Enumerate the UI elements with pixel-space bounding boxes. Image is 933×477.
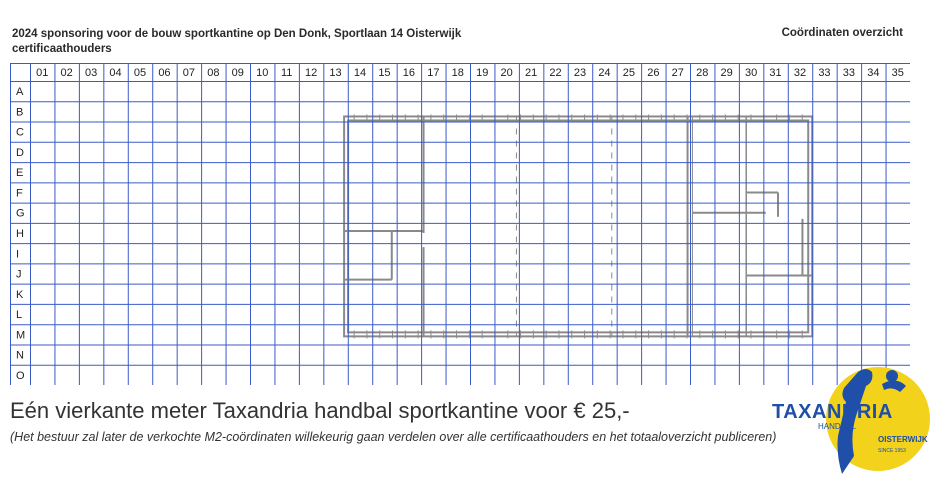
- row-label: O: [16, 369, 25, 382]
- page-title: 2024 sponsoring voor de bouw sportkantine op Den Donk, Sportlaan 14 Oisterwijk: [12, 28, 462, 40]
- column-label: 09: [231, 67, 244, 79]
- row-label: N: [16, 349, 24, 362]
- column-label: 28: [696, 67, 709, 79]
- coordinates-overview-title: Coördinaten overzicht: [781, 27, 903, 39]
- row-label: F: [16, 187, 23, 200]
- row-label: A: [16, 86, 24, 99]
- column-label: 26: [647, 67, 660, 79]
- column-label: 17: [427, 67, 440, 79]
- logo-line2: OISTERWIJK: [878, 435, 928, 444]
- row-label: M: [16, 329, 26, 342]
- column-label: 33: [818, 67, 831, 79]
- column-label: 01: [36, 67, 49, 79]
- row-label: H: [16, 228, 24, 240]
- row-label: C: [16, 126, 24, 139]
- column-label: 34: [867, 67, 880, 79]
- grid-labels: [16, 67, 904, 382]
- logo-since: SINCE 1953: [878, 448, 906, 454]
- column-label: 25: [622, 67, 636, 79]
- column-label: 33: [842, 67, 856, 79]
- column-label: 07: [182, 67, 196, 79]
- coordinate-grid: [10, 63, 910, 385]
- column-label: 15: [378, 67, 391, 79]
- row-label: G: [16, 207, 25, 220]
- column-label: 27: [671, 67, 684, 79]
- column-label: 30: [744, 67, 758, 79]
- column-label: 14: [353, 67, 367, 79]
- column-label: 18: [451, 67, 464, 79]
- logo-line1: HANDBAL: [818, 422, 856, 431]
- column-label: 24: [598, 67, 611, 79]
- column-label: 02: [60, 67, 73, 79]
- column-label: 12: [304, 67, 318, 79]
- row-label: E: [16, 167, 24, 180]
- column-label: 22: [549, 67, 562, 79]
- row-label: J: [16, 268, 22, 281]
- row-label: D: [16, 146, 24, 159]
- column-label: 13: [329, 67, 342, 79]
- column-label: 29: [720, 67, 733, 79]
- column-label: 20: [500, 67, 513, 79]
- column-label: 16: [402, 67, 416, 79]
- logo-ball-icon: [886, 370, 898, 382]
- column-label: 04: [109, 67, 122, 79]
- headline: Eén vierkante meter Taxandria handbal sportkantine voor € 25,-: [10, 398, 630, 423]
- column-label: 31: [769, 67, 782, 79]
- logo-name: TAXANDRIA: [772, 401, 893, 423]
- footnote: (Het bestuur zal later de verkochte M2-coördinaten willekeurig gaan verdelen over alle certificaathouders en het totaaloverzicht publiceren): [10, 430, 777, 444]
- column-label: 11: [280, 67, 293, 79]
- page-subtitle: certificaathouders: [12, 43, 112, 55]
- column-label: 32: [793, 67, 807, 79]
- column-label: 10: [256, 67, 269, 79]
- column-label: 03: [84, 67, 98, 79]
- column-label: 19: [476, 67, 489, 79]
- column-label: 06: [158, 67, 171, 79]
- row-label: L: [16, 309, 23, 322]
- taxandria-logo: [770, 362, 930, 477]
- column-label: 08: [207, 67, 220, 79]
- column-label: 21: [524, 67, 538, 79]
- row-label: B: [16, 106, 24, 119]
- row-label: I: [16, 248, 20, 261]
- column-label: 05: [133, 67, 147, 79]
- column-label: 35: [891, 67, 904, 79]
- building-outline: [344, 116, 812, 336]
- column-label: 23: [573, 67, 587, 79]
- row-label: K: [16, 288, 24, 301]
